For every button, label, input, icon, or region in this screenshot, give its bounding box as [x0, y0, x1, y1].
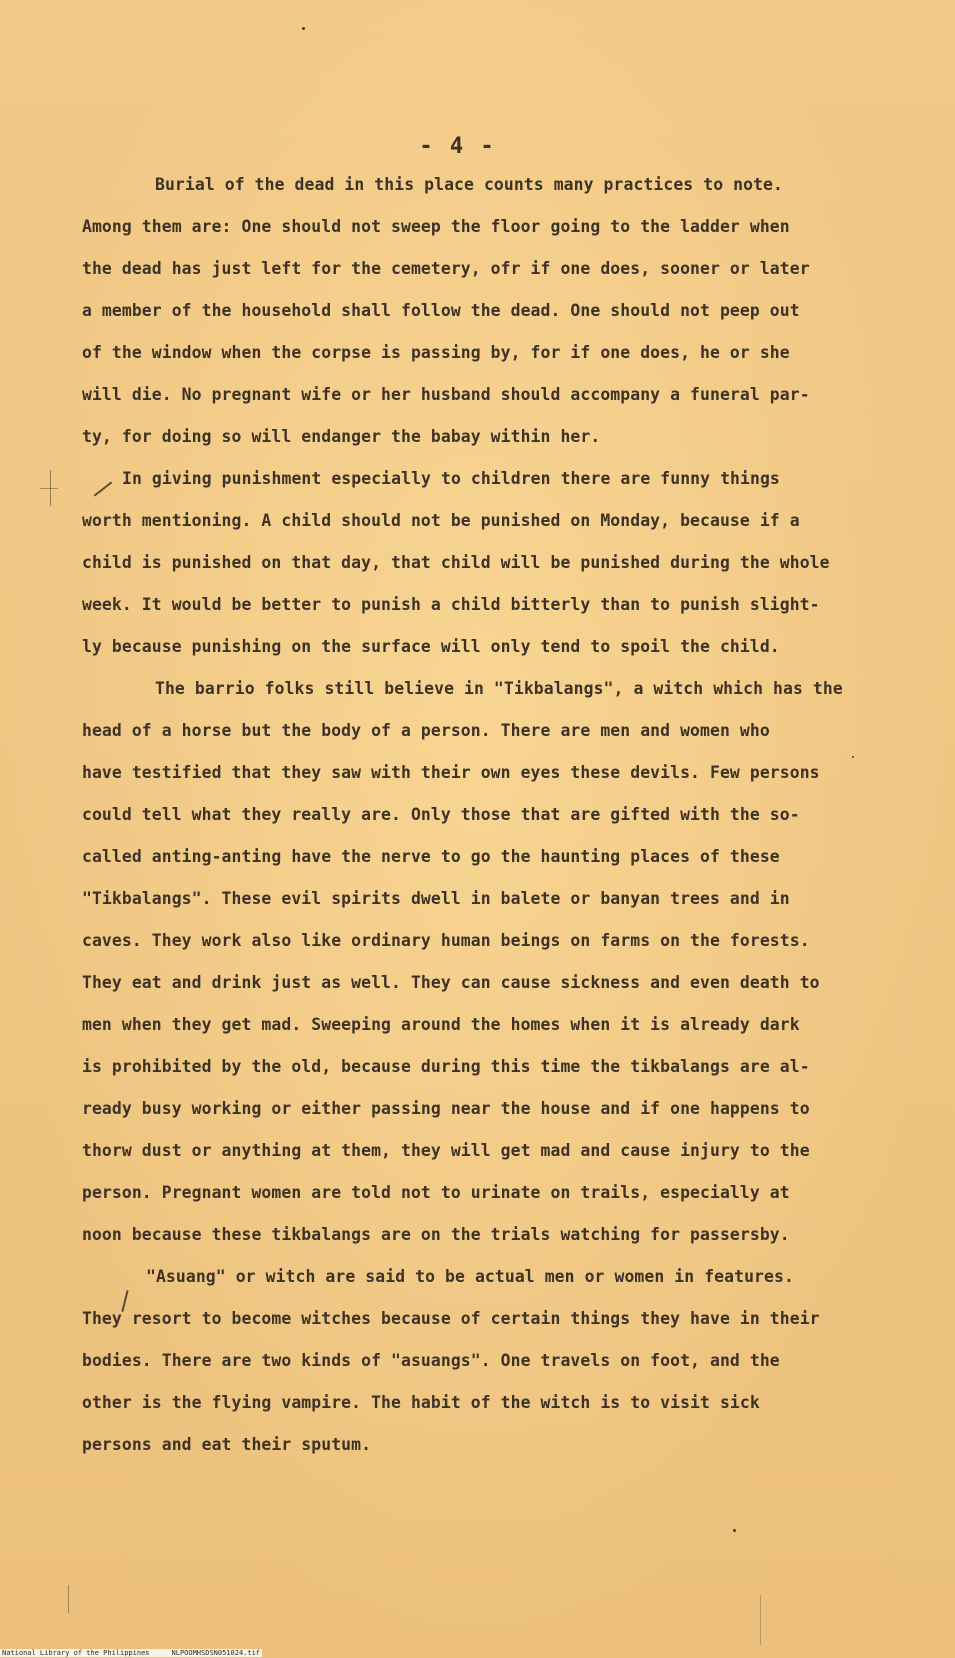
- paper-speck: [733, 1529, 736, 1532]
- body-line: person. Pregnant women are told not to urinate on trails, especially at: [82, 1183, 790, 1202]
- body-line: will die. No pregnant wife or her husband should accompany a funeral par-: [82, 385, 810, 404]
- body-line: ready busy working or either passing near the house and if one happens to: [82, 1099, 810, 1118]
- body-line: have testified that they saw with their own eyes these devils. Few persons: [82, 763, 820, 782]
- body-line: "Asuang" or witch are said to be actual men or women in features.: [146, 1267, 794, 1286]
- body-line: bodies. There are two kinds of "asuangs". One travels on foot, and the: [82, 1351, 780, 1370]
- body-line: persons and eat their sputum.: [82, 1435, 372, 1454]
- check-mark: [94, 481, 113, 496]
- body-line: week. It would be better to punish a child bitterly than to punish slight-: [82, 595, 820, 614]
- body-line: The barrio folks still believe in "Tikbalangs", a witch which has the: [155, 679, 843, 698]
- body-line: They eat and drink just as well. They can cause sickness and even death to: [82, 973, 820, 992]
- body-line: ly because punishing on the surface will only tend to spoil the child.: [82, 637, 780, 656]
- footer-file: NLPOOMHSDSN051024.tif: [171, 1649, 261, 1657]
- page-number: - 4 -: [419, 134, 496, 159]
- body-line: In giving punishment especially to children there are funny things: [122, 469, 780, 488]
- body-line: worth mentioning. A child should not be punished on Monday, because if a: [82, 511, 800, 530]
- body-line: thorw dust or anything at them, they will get mad and cause injury to the: [82, 1141, 810, 1160]
- margin-tick: [40, 488, 58, 489]
- body-line: child is punished on that day, that child will be punished during the whole: [82, 553, 830, 572]
- body-line: other is the flying vampire. The habit of the witch is to visit sick: [82, 1393, 760, 1412]
- archive-footer: [0, 1649, 262, 1657]
- body-line: is prohibited by the old, because during this time the tikbalangs are al-: [82, 1057, 810, 1076]
- body-line: a member of the household shall follow the dead. One should not peep out: [82, 301, 800, 320]
- footer-source: National Library of the Philippines: [2, 1649, 150, 1657]
- body-line: men when they get mad. Sweeping around the homes when it is already dark: [82, 1015, 800, 1034]
- body-line: caves. They work also like ordinary human beings on farms on the forests.: [82, 931, 810, 950]
- body-line: "Tikbalangs". These evil spirits dwell in balete or banyan trees and in: [82, 889, 790, 908]
- body-line: They resort to become witches because of certain things they have in their: [82, 1309, 820, 1328]
- body-line: the dead has just left for the cemetery, ofr if one does, sooner or later: [82, 259, 810, 278]
- body-line: called anting-anting have the nerve to go the haunting places of these: [82, 847, 780, 866]
- body-line: ty, for doing so will endanger the babay within her.: [82, 427, 601, 446]
- paper-speck: [302, 27, 305, 30]
- body-line: Burial of the dead in this place counts many practices to note.: [155, 175, 783, 194]
- margin-tick: [760, 1595, 761, 1645]
- body-line: head of a horse but the body of a person. There are men and women who: [82, 721, 770, 740]
- body-line: could tell what they really are. Only those that are gifted with the so-: [82, 805, 800, 824]
- margin-tick: [68, 1585, 69, 1613]
- body-line: Among them are: One should not sweep the floor going to the ladder when: [82, 217, 790, 236]
- body-line: of the window when the corpse is passing by, for if one does, he or she: [82, 343, 790, 362]
- paper-speck: [852, 756, 854, 758]
- body-line: noon because these tikbalangs are on the trials watching for passersby.: [82, 1225, 790, 1244]
